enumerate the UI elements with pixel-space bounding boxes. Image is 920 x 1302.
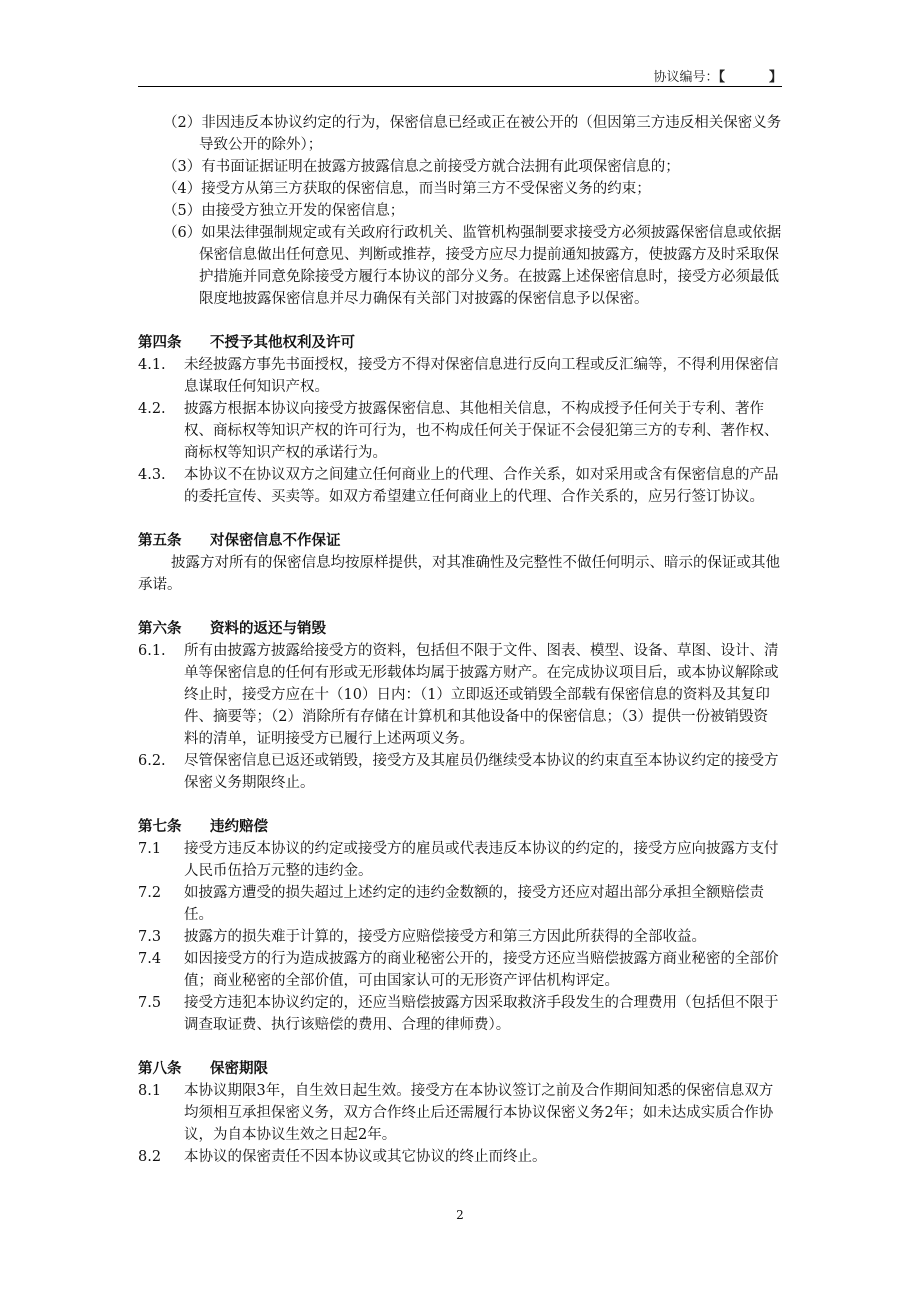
article-heading: 第八条 保密期限	[138, 1061, 268, 1077]
article-8	[138, 1058, 782, 1168]
sub-item-list	[138, 112, 782, 310]
clause: 6.1. 所有由披露方披露给接受方的资料，包括但不限于文件、图表、模型、设备、草图、设计、清单等保密信息的任何有形或无形载体均属于披露方财产。在完成协议项目后，或本协议解除或终止时，接受方应在十（10）日内：（1）立即返还或销毁全部载有保密信息的资料及其复印件、摘要等；（2）消除所有存储在计算机和其他设备中的保密信息；（3）提供一份被销毁资料的清单，证明接受方已履行上述两项义务。	[138, 643, 779, 747]
bracket-open: 【	[718, 70, 725, 85]
sub-item: （6）如果法律强制规定或有关政府行政机关、监管机构强制要求接受方必须披露保密信息或依据保密信息做出任何意见、判断或推荐，接受方应尽力提前通知披露方，使披露方及时采取保护措施并同意免除接受方履行本协议的部分义务。在披露上述保密信息时，接受方必须最低限度地披露保密信息并尽力确保有关部门对披露的保密信息予以保密。	[163, 225, 782, 307]
clause: 4.1. 未经披露方事先书面授权，接受方不得对保密信息进行反向工程或反汇编等，不得利用保密信息谋取任何知识产权。	[138, 357, 779, 395]
article-heading: 第五条 对保密信息不作保证	[138, 533, 341, 549]
clause: 4.2. 披露方根据本协议向接受方披露保密信息、其他相关信息，不构成授予任何关于专利、著作权、商标权等知识产权的许可行为，也不构成任何关于保证不会侵犯第三方的专利、著作权、商标权等知识产权的承诺行为。	[138, 401, 779, 461]
sub-item: （2）非因违反本协议约定的行为，保密信息已经或正在被公开的（但因第三方违反相关保密义务导致公开的除外）；	[163, 115, 782, 153]
clause: 7.1 接受方违反本协议的约定或接受方的雇员或代表违反本协议的约定的，接受方应向披露方支付人民币伍拾万元整的违约金。	[138, 841, 779, 879]
bracket-close: 】	[768, 70, 782, 85]
clause: 8.1 本协议期限3年，自生效日起生效。接受方在本协议签订之前及合作期间知悉的保密信息双方均须相互承担保密义务，双方合作终止后还需履行本协议保密义务2年；如未达成实质合作协议，为自本协议生效之日起2年。	[138, 1083, 774, 1143]
article-heading: 第七条 违约赔偿	[138, 819, 268, 835]
clause: 7.2 如披露方遭受的损失超过上述约定的违约金数额的，接受方还应对超出部分承担全额赔偿责任。	[138, 885, 764, 923]
sub-item: （5）由接受方独立开发的保密信息；	[163, 203, 405, 219]
article-5	[138, 530, 782, 596]
clause: 8.2 本协议的保密责任不因本协议或其它协议的终止而终止。	[138, 1149, 547, 1165]
clause: 4.3. 本协议不在协议双方之间建立任何商业上的代理、合作关系，如对采用或含有保密信息的产品的委托宣传、买卖等。如双方希望建立任何商业上的代理、合作关系的，应另行签订协议。	[138, 467, 779, 505]
clause: 7.5 接受方违犯本协议约定的，还应当赔偿披露方因采取救济手段发生的合理费用（包括但不限于调查取证费、执行该赔偿的费用、合理的律师费）。	[138, 995, 779, 1033]
page-number: 2	[456, 1208, 464, 1222]
article-heading: 第四条 不授予其他权利及许可	[138, 335, 355, 351]
article-6	[138, 618, 782, 794]
agreement-number-label: 协议编号：	[653, 70, 719, 85]
article-7	[138, 816, 782, 1036]
article-4	[138, 332, 782, 508]
sub-item: （3）有书面证据证明在披露方披露信息之前接受方就合法拥有此项保密信息的；	[163, 159, 680, 175]
article-heading: 第六条 资料的返还与销毁	[138, 621, 326, 637]
clause: 7.3 披露方的损失难于计算的，接受方应赔偿接受方和第三方因此所获得的全部收益。	[138, 929, 706, 945]
header-rule	[138, 86, 782, 87]
clause: 7.4 如因接受方的行为造成披露方的商业秘密公开的，接受方还应当赔偿披露方商业秘密的全部价值；商业秘密的全部价值，可由国家认可的无形资产评估机构评定。	[138, 951, 779, 989]
document-body	[138, 112, 782, 1168]
page-header	[138, 66, 782, 86]
sub-item: （4）接受方从第三方获取的保密信息，而当时第三方不受保密义务的约束；	[163, 181, 651, 197]
clause: 6.2. 尽管保密信息已返还或销毁，接受方及其雇员仍继续受本协议的约束直至本协议约定的接受方保密义务期限终止。	[138, 753, 779, 791]
article-paragraph: 披露方对所有的保密信息均按原样提供，对其准确性及完整性不做任何明示、暗示的保证或其他承诺。	[138, 555, 780, 593]
